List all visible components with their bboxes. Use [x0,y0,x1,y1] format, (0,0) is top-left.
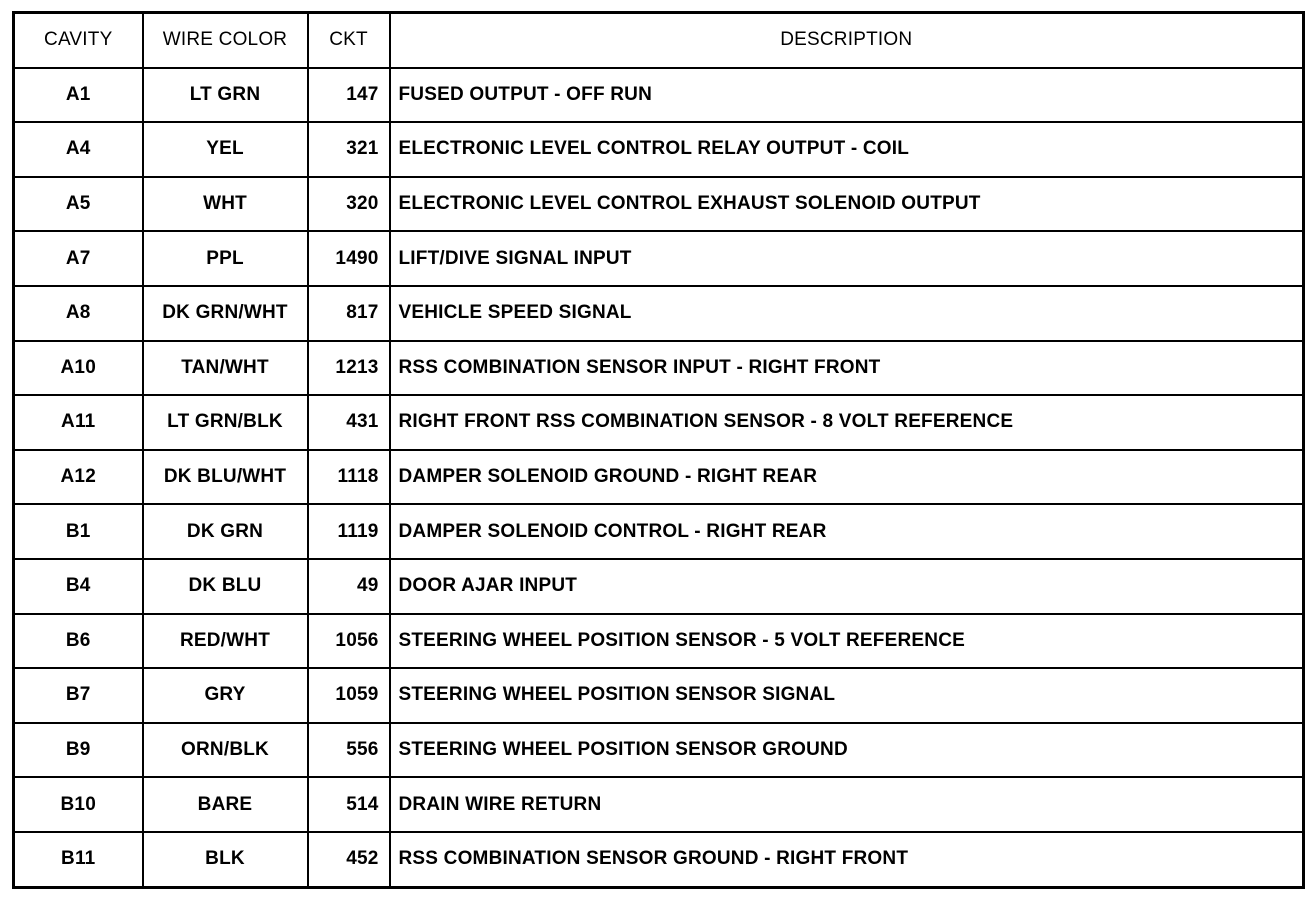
description-cell: DAMPER SOLENOID GROUND - RIGHT REAR [390,450,1304,505]
table-row [14,614,1304,669]
table-row [14,395,1304,450]
wire-color-cell: DK BLU [143,559,308,614]
circuit-number-cell: 817 [308,286,390,341]
cavity-cell: A10 [14,341,143,396]
wire-color-cell: DK GRN [143,504,308,559]
cavity-cell: A11 [14,395,143,450]
cavity-cell: A8 [14,286,143,341]
circuit-number-cell: 320 [308,177,390,232]
cavity-cell: A1 [14,68,143,123]
header-description: DESCRIPTION [390,13,1304,68]
wire-color-cell: LT GRN [143,68,308,123]
description-cell: VEHICLE SPEED SIGNAL [390,286,1304,341]
table-row [14,450,1304,505]
description-cell: DAMPER SOLENOID CONTROL - RIGHT REAR [390,504,1304,559]
wire-color-cell: BLK [143,832,308,887]
cavity-cell: A12 [14,450,143,505]
description-cell: ELECTRONIC LEVEL CONTROL EXHAUST SOLENOID OUTPUT [390,177,1304,232]
table-row [14,777,1304,832]
wire-color-cell: YEL [143,122,308,177]
wire-color-cell: LT GRN/BLK [143,395,308,450]
table-row [14,668,1304,723]
table-row [14,504,1304,559]
description-cell: STEERING WHEEL POSITION SENSOR - 5 VOLT REFERENCE [390,614,1304,669]
circuit-number-cell: 556 [308,723,390,778]
circuit-number-cell: 1119 [308,504,390,559]
wire-color-cell: DK GRN/WHT [143,286,308,341]
wire-color-cell: BARE [143,777,308,832]
table-row [14,559,1304,614]
wire-color-cell: WHT [143,177,308,232]
table-row [14,122,1304,177]
wire-color-cell: DK BLU/WHT [143,450,308,505]
table-row [14,231,1304,286]
description-cell: DRAIN WIRE RETURN [390,777,1304,832]
cavity-cell: B7 [14,668,143,723]
header-ckt: CKT [308,13,390,68]
table-row [14,177,1304,232]
table-row [14,832,1304,887]
circuit-number-cell: 1490 [308,231,390,286]
cavity-cell: B9 [14,723,143,778]
table-row [14,68,1304,123]
connector-pinout-table [12,11,1305,889]
description-cell: STEERING WHEEL POSITION SENSOR GROUND [390,723,1304,778]
wire-color-cell: PPL [143,231,308,286]
description-cell: FUSED OUTPUT - OFF RUN [390,68,1304,123]
description-cell: STEERING WHEEL POSITION SENSOR SIGNAL [390,668,1304,723]
table-row [14,341,1304,396]
description-cell: RSS COMBINATION SENSOR INPUT - RIGHT FRONT [390,341,1304,396]
cavity-cell: A4 [14,122,143,177]
cavity-cell: A5 [14,177,143,232]
cavity-cell: B6 [14,614,143,669]
description-cell: ELECTRONIC LEVEL CONTROL RELAY OUTPUT - COIL [390,122,1304,177]
table-body [14,68,1304,887]
circuit-number-cell: 1059 [308,668,390,723]
description-cell: DOOR AJAR INPUT [390,559,1304,614]
table-header [14,13,1304,68]
circuit-number-cell: 147 [308,68,390,123]
cavity-cell: B4 [14,559,143,614]
circuit-number-cell: 321 [308,122,390,177]
circuit-number-cell: 1056 [308,614,390,669]
description-cell: LIFT/DIVE SIGNAL INPUT [390,231,1304,286]
cavity-cell: B11 [14,832,143,887]
wire-color-cell: GRY [143,668,308,723]
description-cell: RSS COMBINATION SENSOR GROUND - RIGHT FRONT [390,832,1304,887]
cavity-cell: B1 [14,504,143,559]
wire-color-cell: RED/WHT [143,614,308,669]
circuit-number-cell: 452 [308,832,390,887]
cavity-cell: B10 [14,777,143,832]
wire-color-cell: ORN/BLK [143,723,308,778]
table-row [14,286,1304,341]
table-row [14,723,1304,778]
circuit-number-cell: 1213 [308,341,390,396]
cavity-cell: A7 [14,231,143,286]
circuit-number-cell: 431 [308,395,390,450]
circuit-number-cell: 49 [308,559,390,614]
circuit-number-cell: 514 [308,777,390,832]
description-cell: RIGHT FRONT RSS COMBINATION SENSOR - 8 VOLT REFERENCE [390,395,1304,450]
header-cavity: CAVITY [14,13,143,68]
circuit-number-cell: 1118 [308,450,390,505]
wire-color-cell: TAN/WHT [143,341,308,396]
header-row [14,13,1304,68]
header-wire-color: WIRE COLOR [143,13,308,68]
